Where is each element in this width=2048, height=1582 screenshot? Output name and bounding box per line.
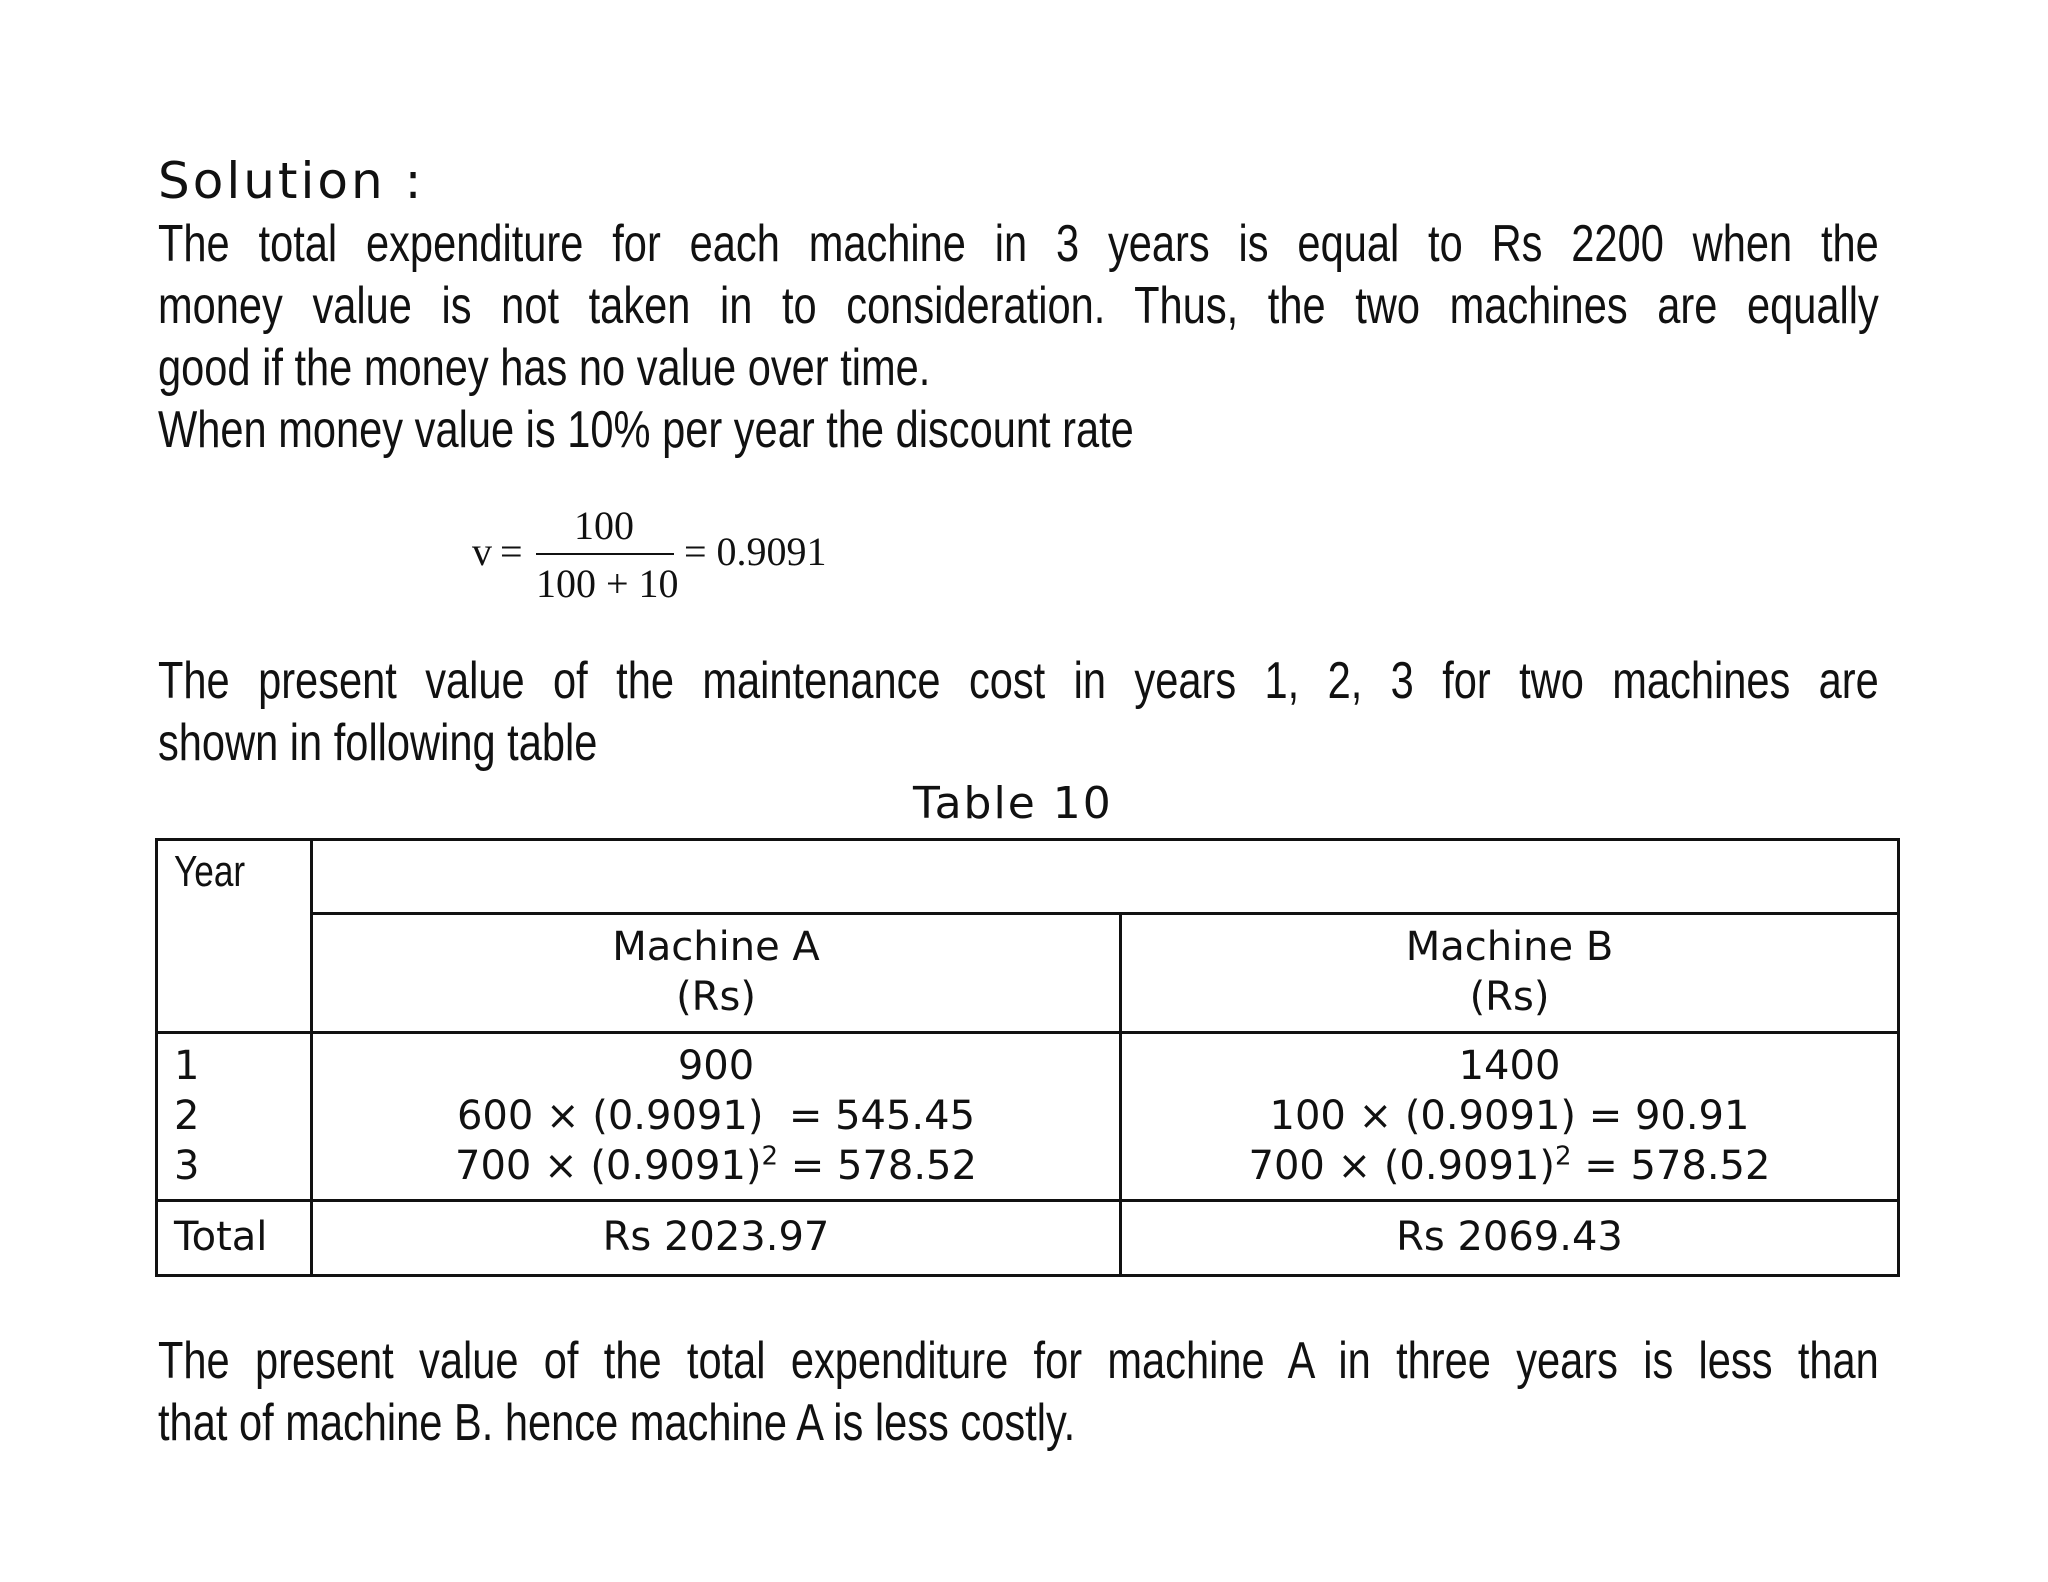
solution-heading: Solution : — [158, 152, 425, 210]
present-value-paragraph — [158, 650, 1879, 780]
present-value-line-2: shown in following table — [158, 714, 598, 772]
table-border-header-split — [311, 912, 1900, 915]
table-border-body-bottom — [155, 1199, 1900, 1202]
machine-b-total: Rs 2069.43 — [1396, 1214, 1623, 1260]
formula-result: = 0.9091 — [684, 529, 827, 574]
present-value-line-1: The present value of the maintenance cost in years 1, 2, 3 for two machines are — [158, 652, 1879, 710]
total-label: Total — [174, 1214, 268, 1260]
machine-b-header — [1122, 922, 1897, 1022]
conclusion-line-2: that of machine B. hence machine A is less costly. — [158, 1394, 1076, 1452]
intro-line-3: good if the money has no value over time. — [158, 339, 931, 397]
machine-b-year-2: 100 × (0.9091) = 90.91 — [1269, 1093, 1750, 1139]
machine-a-title: Machine A — [612, 924, 820, 970]
conclusion-line-1: The present value of the total expenditure for machine A in three years is less than — [158, 1332, 1879, 1390]
intro-line-2: money value is not taken in to consideration. Thus, the two machines are equally — [158, 277, 1879, 335]
machine-a-total: Rs 2023.97 — [602, 1214, 830, 1260]
year-cell-1: 1 — [174, 1043, 200, 1089]
table-border-header-bottom — [155, 1031, 1900, 1034]
year-cell-2: 2 — [174, 1093, 200, 1139]
intro-line-1: The total expenditure for each machine in 3 years is equal to Rs 2200 when the — [158, 215, 1879, 273]
formula-variable: v — [472, 529, 492, 574]
formula-denominator: 100 + 10 — [536, 561, 679, 606]
fraction-bar — [536, 553, 674, 555]
machine-a-year-1: 900 — [677, 1043, 755, 1089]
machine-a-header — [313, 922, 1119, 1022]
machine-b-title: Machine B — [1405, 924, 1614, 970]
machine-b-year-1: 1400 — [1458, 1043, 1561, 1089]
conclusion-paragraph — [158, 1330, 1879, 1460]
table-border-right — [1897, 838, 1900, 1277]
formula-equals: = — [500, 529, 523, 574]
table-border-bottom — [155, 1274, 1900, 1277]
table-caption: Table 10 — [913, 778, 1113, 829]
machine-a-year-2: 600 × (0.9091) = 545.45 — [456, 1093, 976, 1139]
formula-numerator: 100 — [574, 503, 634, 548]
table-border-left — [155, 838, 158, 1277]
intro-paragraph — [158, 213, 1879, 463]
machine-b-unit: (Rs) — [1469, 974, 1550, 1020]
machine-a-year-3: $700 \times (0.9091)^2 = 578.52$ — [455, 1141, 977, 1189]
year-header: Year — [174, 847, 246, 896]
year-cell-3: 3 — [174, 1143, 200, 1189]
table-border-top — [155, 838, 1900, 841]
intro-line-4: When money value is 10% per year the discount rate — [158, 401, 1134, 459]
machine-b-year-3: $700 \times (0.9091)^2 = 578.52$ — [1248, 1141, 1771, 1189]
machine-a-unit: (Rs) — [676, 974, 756, 1020]
